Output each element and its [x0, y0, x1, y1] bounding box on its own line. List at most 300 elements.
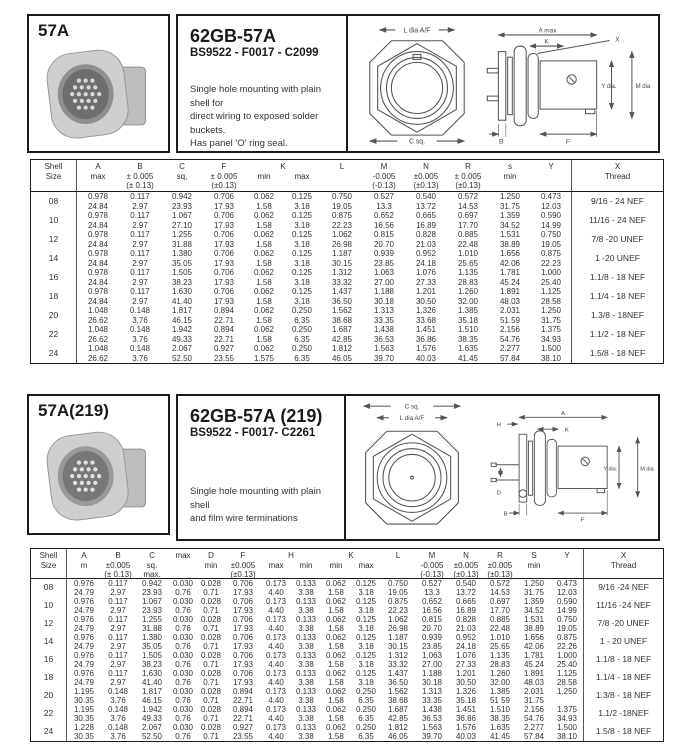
col-header-R: R ±0.005 (±0.13)	[487, 551, 513, 579]
col-header-s: s min	[503, 162, 517, 181]
dim-cell: 1.313 33.35	[421, 686, 443, 705]
dim-cell: 1.812 46.05	[387, 722, 409, 741]
dim-cell: 0.750 19.05	[540, 230, 562, 249]
col-header-K: K min max	[257, 162, 310, 181]
dim-cell: 1 -20 UNEF	[571, 249, 663, 268]
dim-cell: 0.117 2.97	[108, 632, 128, 651]
dim-cell: 1.5/8 - 18 NEF	[583, 723, 663, 741]
dim-cell: 0.927 23.55	[213, 344, 235, 363]
dim-cell: 0.028 0.71	[200, 614, 222, 633]
col-header-M: M -0.005 (-0.13)	[372, 162, 396, 190]
dim-cell: 20	[31, 687, 67, 705]
part-info-text	[190, 26, 342, 151]
dim-cell: 2.067 52.50	[171, 344, 193, 363]
dim-cell: 0.750 19.05	[331, 192, 353, 211]
dim-cell: 1.385 51 59	[489, 686, 511, 705]
col-header-L: L	[395, 551, 401, 560]
dim-cell: 1.576 40.03	[455, 722, 477, 741]
dim-cell: 0.652 16.56	[421, 596, 443, 615]
table-row-size-14	[31, 249, 663, 268]
dim-cell: 0.117 2.97	[108, 614, 128, 633]
dim-cell: 0.148 3.76	[129, 306, 151, 325]
dim-cell: 0.030 0.76	[172, 668, 194, 687]
dim-cell: 1.326 35.18	[455, 686, 477, 705]
dim-cell: 0.030 0.76	[172, 686, 194, 705]
dim-cell: 1.063 27.00	[421, 650, 443, 669]
col-header-Y: Y	[548, 162, 554, 171]
dim-cell: 0.125 3.18	[291, 192, 313, 211]
dim-cell: 0.173 4.40	[265, 596, 287, 615]
dim-cell: 1.1/4 - 18 NEF	[571, 287, 663, 306]
dim-cell: 0.706 17.93	[213, 287, 235, 306]
table-header	[31, 549, 663, 579]
dim-cell: 0.173 4.40	[265, 632, 287, 651]
dim-cell: 0.894 22.71	[232, 686, 254, 705]
dim-cell: 1.048 26.62	[87, 306, 109, 325]
dim-cell: 1.531 38.89	[523, 614, 545, 633]
dim-cell: 1.438 36.53	[373, 325, 395, 344]
col-header-A: A m	[80, 551, 88, 570]
col-header-Shell: Shell Size	[31, 160, 77, 191]
part-info-box-57a	[176, 14, 660, 153]
dim-cell: 0.028 0.71	[200, 596, 222, 615]
dim-cell: 1.437 36.50	[331, 287, 353, 306]
col-header-S: S min	[527, 551, 541, 570]
dim-cell: 0.540 13.72	[455, 578, 477, 597]
part-spec-number: BS9522 - F0017 - C2099	[190, 47, 319, 59]
dim-cell: 0.030 0.76	[172, 632, 194, 651]
dim-cell: 1.1/2 -18NEF	[583, 705, 663, 723]
dim-cell: 0.062 1.58	[253, 325, 275, 344]
dim-cell: 0.978 24.84	[87, 211, 109, 230]
dim-cell: 1.576 40.03	[415, 344, 437, 363]
dim-cell: 0.125 3.18	[355, 650, 377, 669]
dim-cell: 0.030 0.76	[172, 596, 194, 615]
front-view-drawing	[354, 399, 470, 537]
dim-cell: 0.706 17.93	[232, 596, 254, 615]
dim-cell: 0.978 24.84	[87, 230, 109, 249]
col-header-L: L	[339, 162, 345, 171]
dim-cell: 0.062 1.58	[325, 650, 347, 669]
part-label: 57A(219)	[38, 401, 109, 420]
dim-cell: 0.148 3.76	[107, 704, 129, 723]
dim-cell: 1.260 32.00	[489, 668, 511, 687]
dim-cell: 1.067 27.10	[171, 211, 193, 230]
dim-cell: 1.195 30.35	[73, 704, 95, 723]
dim-cell: 0.062 1.58	[253, 249, 275, 268]
dim-cell: 0.125 3.18	[291, 211, 313, 230]
dim-cell: 0.133 3.38	[295, 668, 317, 687]
connector-photo	[41, 426, 167, 532]
col-header-A: A max	[90, 162, 106, 181]
dim-label: H	[496, 422, 501, 429]
dim-cell: 08	[31, 192, 77, 211]
dim-cell: 1.062 26.98	[387, 614, 409, 633]
dim-cell: 1.048 26.62	[87, 344, 109, 363]
dim-cell: 1.195 30.35	[73, 686, 95, 705]
box-divider	[346, 14, 348, 153]
dim-cell: 0.706 17.93	[232, 650, 254, 669]
dim-cell: 0.030 0.76	[172, 704, 194, 723]
col-header-M: M -0.005 (-0.13)	[420, 551, 444, 579]
col-header-C: C sq. max.	[143, 551, 161, 579]
dim-cell: 0.939 23.85	[421, 632, 443, 651]
part-title: 62GB-57A (219)	[190, 406, 323, 426]
dim-cell: 0.062 1.58	[253, 268, 275, 287]
dim-cell: 0.030 0.76	[172, 578, 194, 597]
dim-cell: 0.062 1.58	[325, 722, 347, 741]
dim-cell: 1.359 34.52	[499, 211, 521, 230]
dim-cell: 0.250 6.35	[291, 306, 313, 325]
dim-cell: 24	[31, 344, 77, 363]
dim-cell: 0.927 23.55	[232, 722, 254, 741]
dim-cell: 0.125 3.18	[355, 668, 377, 687]
dim-cell: 1.010 25.65	[457, 249, 479, 268]
dim-cell: 0.028 0.71	[200, 578, 222, 597]
dim-cell: 10	[31, 597, 67, 615]
dim-cell: 11/16 - 24 NEF	[571, 211, 663, 230]
dimension-table-57a219	[30, 548, 664, 742]
dim-cell: 0.706 17.93	[232, 632, 254, 651]
part-label: 57A	[38, 21, 70, 40]
col-header-X: X Thread	[583, 549, 663, 578]
dim-cell: 0.117 2.97	[130, 287, 150, 306]
dim-cell: 1.1/4 - 18 NEF	[583, 669, 663, 687]
dim-cell: 0.939 23.85	[373, 249, 395, 268]
table-row-size-22	[31, 705, 663, 723]
dim-cell: 1.1/8 - 18 NEF	[583, 651, 663, 669]
dim-cell: 0.875 22.23	[331, 211, 353, 230]
dim-cell: 0.976 24.79	[73, 632, 95, 651]
dim-cell: 0.028 0.71	[200, 686, 222, 705]
dim-cell: 0.148 3.76	[107, 722, 129, 741]
dim-cell: 1.531 38.89	[499, 230, 521, 249]
dim-cell: 1.510 38.35	[489, 704, 511, 723]
dim-cell: 2.277 57.84	[523, 722, 545, 741]
dim-cell: 20	[31, 306, 77, 325]
dim-cell: 0.133 3.38	[295, 704, 317, 723]
dim-cell: 1.942 49.33	[141, 704, 163, 723]
col-header-F: F ± 0.005 (±0.13)	[210, 162, 238, 190]
dim-cell: 0.125 3.18	[291, 249, 313, 268]
col-header-max: max	[175, 551, 191, 560]
col-header-D: D min	[204, 551, 218, 570]
description-line: Single hole mounting with plain shell for	[190, 84, 321, 109]
dim-cell: 1.048 26.62	[87, 325, 109, 344]
dim-cell: 1.3/8 - 18NEF	[571, 306, 663, 325]
dim-cell: 1.438 36.53	[421, 704, 443, 723]
dim-cell: 0.706 17.93	[232, 578, 254, 597]
dim-cell: 1.260 32.00	[457, 287, 479, 306]
dim-cell: 0.062 1.58	[325, 614, 347, 633]
dim-cell: 0.133 3.38	[295, 650, 317, 669]
dim-cell: 1.359 34.52	[523, 596, 545, 615]
side-view-drawing	[478, 22, 656, 148]
dim-cell: 0.062 1.575	[253, 344, 275, 363]
dim-cell: 1.375 34.93	[556, 704, 578, 723]
dim-cell: 0.117 2.97	[130, 249, 150, 268]
dim-cell: 0.952 24.18	[415, 249, 437, 268]
dim-cell: 0.590 14.99	[556, 596, 578, 615]
dim-cell: 1.563 39.70	[373, 344, 395, 363]
dim-cell: 1.562 38.68	[331, 306, 353, 325]
col-header-N: N ±0.005 (±0.13)	[413, 162, 439, 190]
dim-cell: 1.451 36.86	[455, 704, 477, 723]
dim-cell: 0.706 17.93	[213, 230, 235, 249]
dim-cell: 0.706 17.93	[232, 668, 254, 687]
table-row-size-20	[31, 687, 663, 705]
dim-cell: 1 - 20 UNEF	[583, 633, 663, 651]
dim-label: Y dia.	[603, 466, 618, 473]
dim-cell: 1.505 38.23	[141, 650, 163, 669]
dim-cell: 0.117 2.97	[130, 268, 150, 287]
dim-cell: 0.133 3.38	[295, 578, 317, 597]
dim-cell: 0.572 14.53	[457, 192, 479, 211]
dim-cell: 2.156 54.76	[523, 704, 545, 723]
dim-cell: 0.978 24.84	[87, 287, 109, 306]
dim-cell: 1.135 28.83	[489, 650, 511, 669]
dim-cell: 1.062 26.98	[331, 230, 353, 249]
dim-cell: 22	[31, 705, 67, 723]
dim-label: D	[496, 490, 501, 497]
table-row-size-14	[31, 633, 663, 651]
dim-cell: 12	[31, 230, 77, 249]
dim-cell: 0.952 24.18	[455, 632, 477, 651]
table-row-size-18	[31, 287, 663, 306]
table-row-size-22	[31, 325, 663, 344]
dim-cell: 1.255 31.88	[171, 230, 193, 249]
dim-cell: 0.894 22.71	[213, 325, 235, 344]
dim-cell: 0.117 2.97	[108, 668, 128, 687]
table-row-size-24	[31, 344, 663, 363]
dim-cell: 18	[31, 287, 77, 306]
dim-cell: 0.148 3.76	[107, 686, 129, 705]
dim-label: X	[615, 36, 620, 44]
dim-cell: 1.000 25.40	[540, 268, 562, 287]
dim-cell: 0.875 22.23	[540, 249, 562, 268]
dim-cell: 0.148 3.76	[129, 325, 151, 344]
dim-cell: 1.063 27.00	[373, 268, 395, 287]
dim-cell: 9/16 -24 NEF	[583, 579, 663, 597]
dim-cell: 0.697 17.70	[489, 596, 511, 615]
dim-cell: 0.828 21.03	[415, 230, 437, 249]
dim-cell: 1.076 27.33	[415, 268, 437, 287]
col-header-B: B ±0.005 (± 0.13)	[104, 551, 132, 579]
dim-label: F	[565, 138, 570, 146]
dim-cell: 0.062 1.58	[325, 704, 347, 723]
dimension-table-57a	[30, 159, 664, 364]
table-row-size-20	[31, 306, 663, 325]
dim-cell: 1.817 46.15	[171, 306, 193, 325]
dim-cell: 0.173 4.40	[265, 722, 287, 741]
dim-cell: 0.750 19.05	[556, 614, 578, 633]
dim-cell: 0.173 4.40	[265, 668, 287, 687]
dim-cell: 1.687 42.85	[387, 704, 409, 723]
dim-cell: 1.201 30.50	[415, 287, 437, 306]
table-row-size-12	[31, 230, 663, 249]
dim-cell: 0.885 22.48	[457, 230, 479, 249]
dim-cell: 0.028 0.71	[200, 632, 222, 651]
dim-cell: 12	[31, 615, 67, 633]
dim-cell: 0.976 24.79	[73, 668, 95, 687]
table-header	[31, 160, 663, 192]
dim-label: L dia A/F	[399, 415, 425, 423]
dim-cell: 1.187 30.15	[331, 249, 353, 268]
dim-cell: 1.312 33.32	[331, 268, 353, 287]
col-header-N: N ±0.005 (±0.13)	[453, 551, 479, 579]
dim-cell: 0.875 22.26	[556, 632, 578, 651]
connector-photo	[41, 44, 167, 150]
dim-cell: 0.062 1.58	[253, 287, 275, 306]
dim-cell: 2.067 52.50	[141, 722, 163, 741]
dim-cell: 1.563 39.70	[421, 722, 443, 741]
dim-cell: 1.385 35.18	[457, 306, 479, 325]
dim-cell: 1.228 30.35	[73, 722, 95, 741]
dim-cell: 0.590 14.99	[540, 211, 562, 230]
dim-cell: 0.540 13.72	[415, 192, 437, 211]
dim-cell: 0.815 20.70	[373, 230, 395, 249]
dim-cell: 0.527 13.3	[421, 578, 443, 597]
dim-cell: 11/16 -24 NEF	[583, 597, 663, 615]
col-header-X: X Thread	[571, 160, 663, 191]
dim-cell: 1.635 41.45	[457, 344, 479, 363]
dim-cell: 1.656 42.06	[499, 249, 521, 268]
dim-cell: 0.148 3.76	[129, 344, 151, 363]
dim-cell: 24	[31, 723, 67, 741]
part-spec-number: BS9522 - F0017- C2261	[190, 427, 316, 439]
dim-cell: 7/8 -20 UNEF	[583, 615, 663, 633]
dim-label: C sq.	[404, 403, 420, 411]
dim-cell: 1.656 42.06	[523, 632, 545, 651]
dim-cell: 1.1/8 - 18 NEF	[571, 268, 663, 287]
dim-cell: 0.250 6.35	[355, 722, 377, 741]
part-photo-box-57a219	[27, 394, 170, 535]
description-line: direct wiring to exposed solder buckets.	[190, 111, 319, 136]
dim-cell: 0.173 4.40	[265, 650, 287, 669]
dim-cell: 14	[31, 633, 67, 651]
dim-cell: 0.117 2.97	[130, 230, 150, 249]
dim-cell: 1.326 33.68	[415, 306, 437, 325]
dim-cell: 9/16 - 24 NEF	[571, 192, 663, 211]
dim-cell: 1.000 25.40	[556, 650, 578, 669]
dim-cell: 1.010 25.65	[489, 632, 511, 651]
dim-cell: 1.781 45.24	[499, 268, 521, 287]
dim-cell: 08	[31, 579, 67, 597]
dim-cell: 0.815 20.70	[421, 614, 443, 633]
dim-cell: 0.976 24.79	[73, 596, 95, 615]
dim-cell: 0.250 6.35	[355, 704, 377, 723]
table-row-size-08	[31, 192, 663, 211]
dim-cell: 0.062 1.58	[325, 632, 347, 651]
dim-cell: 0.133 3.38	[295, 614, 317, 633]
dim-cell: 1.380 35.05	[171, 249, 193, 268]
dim-cell: 0.125 3.18	[355, 596, 377, 615]
dim-cell: 0.125 3.18	[291, 230, 313, 249]
dim-cell: 2.031 51.59	[499, 306, 521, 325]
dim-cell: 16	[31, 268, 77, 287]
col-header-K: K min max	[329, 551, 374, 570]
dim-cell: 0.125 3.18	[355, 578, 377, 597]
dim-cell: 0.894 22.71	[232, 704, 254, 723]
dim-cell: 1.312 33.32	[387, 650, 409, 669]
dim-cell: 1.250	[556, 687, 578, 696]
table-body	[31, 579, 663, 741]
dim-cell: 0.117 2.97	[108, 650, 128, 669]
dim-cell: 0.028 0.71	[200, 722, 222, 741]
dim-cell: 0.133 3.38	[295, 722, 317, 741]
part-title: 62GB-57A	[190, 26, 277, 46]
part-photo-box-57a	[27, 14, 170, 153]
dim-cell: 0.976 24.79	[73, 614, 95, 633]
table-row-size-16	[31, 651, 663, 669]
dim-cell: 1.451 36.86	[415, 325, 437, 344]
dim-cell: 0.125 3.18	[355, 632, 377, 651]
dim-cell: 1.188 30.18	[421, 668, 443, 687]
dim-cell: 1.250 31.75	[523, 578, 545, 597]
dim-cell: 0.665 16.89	[455, 596, 477, 615]
dim-cell: 0.028 0.71	[200, 650, 222, 669]
dim-cell: 0.250 6.35	[355, 686, 377, 705]
dim-label: A max	[538, 27, 557, 35]
dim-cell: 0.062 1.58	[325, 668, 347, 687]
description-line: and film wire terminations	[190, 513, 298, 524]
dim-cell: 0.250 6.35	[291, 344, 313, 363]
dim-cell: 1.817 46.15	[141, 686, 163, 705]
dim-cell: 1.891 48.03	[499, 287, 521, 306]
dim-cell: 0.652 16.56	[373, 211, 395, 230]
part-info-text	[190, 406, 342, 526]
dim-cell: 0.062 1.58	[253, 306, 275, 325]
dim-label: M dia	[640, 466, 654, 473]
dim-cell: 10	[31, 211, 77, 230]
dim-cell: 1.505 38.23	[171, 268, 193, 287]
dim-cell: 0.706 17.93	[213, 192, 235, 211]
table-body	[31, 192, 663, 363]
dim-label: L dia A/F	[403, 27, 431, 35]
dim-cell: 0.030 0.76	[172, 722, 194, 741]
dim-cell: 0.885 22.48	[489, 614, 511, 633]
dim-cell: 0.117 2.97	[130, 192, 150, 211]
dim-cell: 0.133 3.38	[295, 632, 317, 651]
col-header-H: H max min	[268, 551, 313, 570]
dim-cell: 0.028 0.71	[200, 704, 222, 723]
dim-cell: 0.133 3.38	[295, 686, 317, 705]
dim-cell: 1.3/8 - 18 NEF	[583, 687, 663, 705]
dim-cell: 1.375 34.93	[540, 325, 562, 344]
dim-label: C sq.	[408, 138, 426, 146]
dim-cell: 1.250 31.75	[499, 192, 521, 211]
dim-cell: 1.562 38.68	[387, 686, 409, 705]
dim-cell: 0.976 24.79	[73, 650, 95, 669]
dim-label: B	[503, 511, 508, 518]
dim-cell: 0.062 1.58	[253, 230, 275, 249]
dim-cell: 1.687 42.85	[331, 325, 353, 344]
dim-label: K	[564, 427, 569, 434]
dim-cell: 1.313 33.35	[373, 306, 395, 325]
dim-cell: 22	[31, 325, 77, 344]
dim-cell: 1.135 28.83	[457, 268, 479, 287]
dim-cell: 0.706 17.93	[213, 249, 235, 268]
dim-cell: 0.697 17.70	[457, 211, 479, 230]
dim-cell: 0.062 1.58	[253, 192, 275, 211]
description-line: Has panel 'O' ring seal.	[190, 138, 288, 149]
dim-cell: 0.706 17.93	[213, 211, 235, 230]
dim-cell: 0.173 4.40	[265, 578, 287, 597]
dim-cell: 0.030 0.76	[172, 650, 194, 669]
dim-cell: 0.750 19.05	[387, 578, 409, 597]
dim-cell: 1.250 31.75	[540, 306, 562, 325]
col-header-B: B ± 0.005 (± 0.13)	[126, 162, 154, 190]
